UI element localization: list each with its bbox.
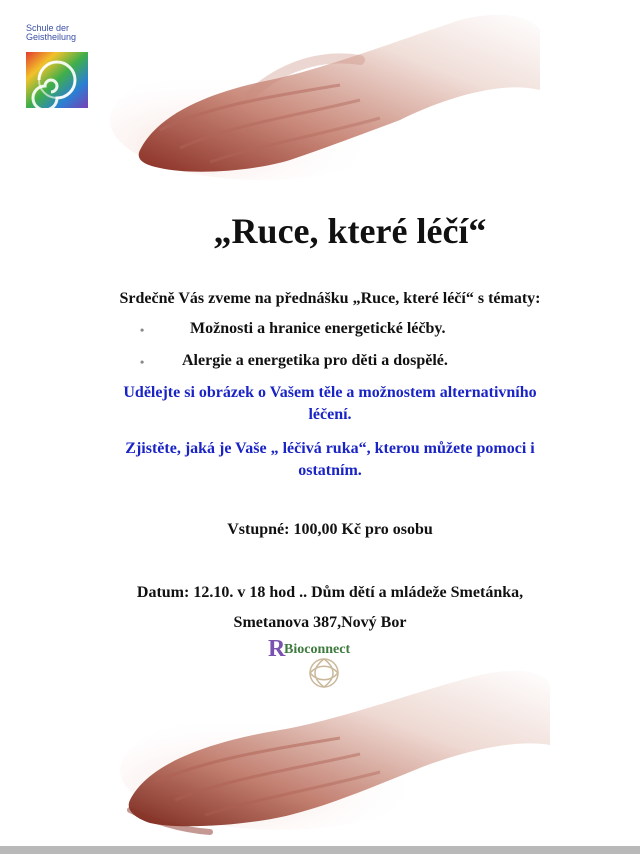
watermark-initial: R (268, 636, 286, 662)
highlight-line: Udělejte si obrázek o Vašem těle a možnostem alternativního (123, 384, 537, 401)
address: Smetanova 387,Nový Bor (233, 614, 407, 631)
bullet-icon: • (140, 355, 145, 369)
highlight-text (70, 382, 590, 426)
entry-fee: Vstupné: 100,00 Kč pro osobu (227, 521, 433, 538)
highlight-line: léčení. (308, 406, 352, 423)
highlight-line: ostatním. (298, 462, 362, 479)
date-location: Datum: 12.10. v 18 hod .. Dům dětí a mládeže Smetánka, (136, 584, 524, 601)
page-title: „Ruce, které léčí“ (213, 211, 487, 251)
topic-text: Alergie a energetika pro děti a dospělé. (182, 352, 448, 369)
bottom-border (0, 846, 640, 854)
school-logo (26, 24, 88, 110)
highlight-text (70, 438, 590, 482)
hand-bottom-image (110, 660, 550, 840)
spiral-logo-icon (26, 52, 88, 108)
topic-text: Možnosti a hranice energetické léčby. (190, 320, 446, 337)
logo-line-2: Geistheilung (26, 32, 77, 42)
bullet-icon: • (140, 323, 145, 337)
logo-line-1: Schule der (26, 23, 70, 33)
logo-text (26, 24, 88, 42)
hand-top-image (100, 0, 540, 190)
invitation-text: Srdečně Vás zveme na přednášku „Ruce, které léčí“ s tématy: (119, 290, 541, 307)
highlight-line: Zjistěte, jaká je Vaše „ léčivá ruka“, kterou můžete pomoci i (125, 440, 535, 457)
watermark-text: Bioconnect (284, 642, 351, 657)
